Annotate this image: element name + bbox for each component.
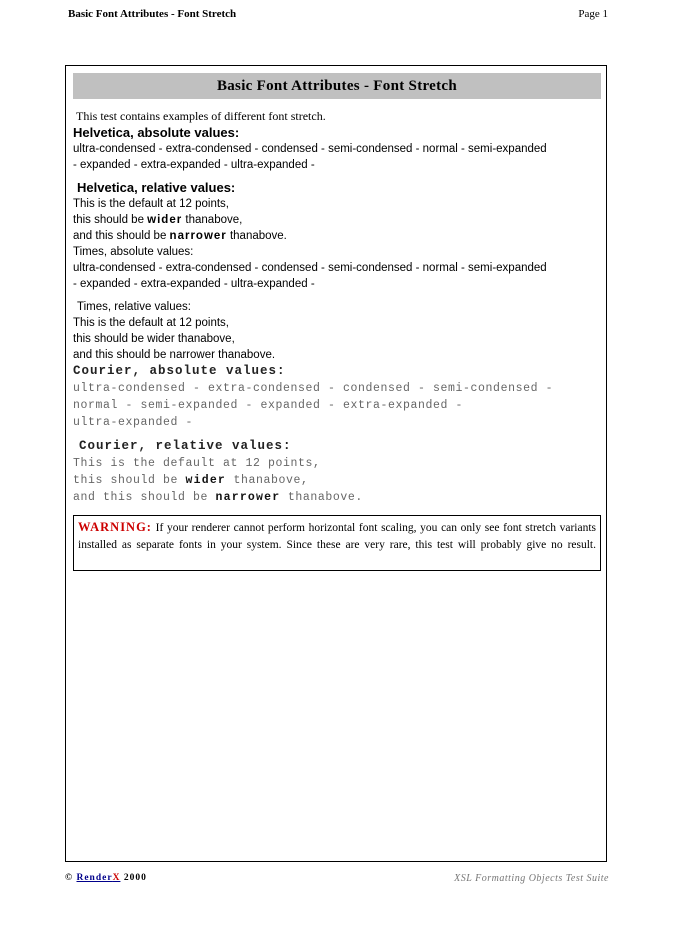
emphasis-wider: wider — [147, 214, 183, 226]
page-frame — [65, 65, 607, 862]
section-helvetica-relative — [73, 180, 601, 244]
footer-suite-name: XSL Formatting Objects Test Suite — [454, 873, 609, 884]
section-heading: Times, relative values: — [77, 301, 191, 313]
line-suffix: thanabove, — [174, 333, 235, 345]
emphasis-wider: wider — [147, 333, 175, 345]
sample-line: normal - semi-expanded - expanded - extra-expanded - — [73, 399, 464, 412]
line-prefix: and this should be — [73, 491, 216, 504]
sample-line: ultra-condensed - extra-condensed - condensed - semi-condensed - normal - semi-expanded — [73, 143, 547, 155]
line-suffix: thanabove. — [214, 349, 276, 361]
line-prefix: this should be — [73, 474, 186, 487]
intro-text: This test contains examples of different font stretch. — [76, 109, 326, 123]
brand-main: Render — [76, 873, 113, 883]
sample-line: This is the default at 12 points, — [73, 457, 321, 470]
sample-line — [73, 472, 601, 489]
section-courier-absolute — [73, 363, 601, 431]
line-prefix: and this should be — [73, 230, 170, 242]
line-prefix: and this should be — [73, 349, 170, 361]
warning-box — [73, 515, 601, 571]
line-suffix: thanabove. — [280, 491, 363, 504]
section-helvetica-absolute — [73, 125, 601, 173]
section-heading: Times, absolute values: — [73, 246, 194, 258]
warning-label: WARNING: — [78, 520, 152, 534]
sample-line: ultra-expanded - — [73, 416, 194, 429]
sample-line: - expanded - extra-expanded - ultra-expanded - — [73, 278, 315, 290]
sample-line: ultra-condensed - extra-condensed - condensed - semi-condensed - normal - semi-expanded — [73, 262, 547, 274]
section-heading: Helvetica, relative values: — [77, 180, 236, 195]
page-number: Page 1 — [578, 8, 608, 20]
emphasis-narrower: narrower — [215, 491, 281, 504]
line-suffix: thanabove, — [182, 214, 243, 226]
sample-line: This is the default at 12 points, — [73, 198, 229, 210]
sample-line — [73, 212, 601, 228]
line-prefix: this should be — [73, 333, 148, 345]
document-title: Basic Font Attributes - Font Stretch — [73, 73, 601, 99]
line-suffix: thanabove. — [226, 230, 287, 242]
sample-line: ultra-condensed - extra-condensed - condensed - semi-condensed - — [73, 382, 554, 395]
emphasis-narrower: narrower — [169, 230, 227, 242]
running-header-title: Basic Font Attributes - Font Stretch — [68, 8, 237, 20]
copyright-symbol: © — [65, 873, 74, 883]
section-heading: Courier, relative values: — [79, 439, 292, 453]
sample-line — [73, 331, 601, 347]
sample-line — [73, 489, 601, 506]
brand-x: X — [112, 873, 121, 883]
section-times-relative — [73, 299, 601, 363]
section-heading: Courier, absolute values: — [73, 364, 286, 378]
emphasis-narrower: narrower — [169, 349, 215, 361]
sample-line — [73, 228, 601, 244]
section-times-absolute — [73, 244, 601, 292]
line-prefix: this should be — [73, 214, 148, 226]
emphasis-wider: wider — [185, 474, 227, 487]
footer-copyright — [65, 873, 147, 883]
sample-line — [73, 347, 601, 363]
warning-text: If your renderer cannot perform horizontal font scaling, you can only see font stretch variants installed as separate fonts in your system. Since these are very rare, this test will probably give no result. — [78, 522, 596, 551]
copyright-year: 2000 — [123, 873, 147, 883]
section-heading: Helvetica, absolute values: — [73, 125, 240, 140]
section-courier-relative — [73, 438, 601, 506]
document-body — [73, 107, 601, 506]
sample-line: This is the default at 12 points, — [73, 317, 229, 329]
line-suffix: thanabove, — [226, 474, 309, 487]
renderx-link[interactable] — [76, 873, 120, 883]
sample-line: - expanded - extra-expanded - ultra-expanded - — [73, 159, 315, 171]
